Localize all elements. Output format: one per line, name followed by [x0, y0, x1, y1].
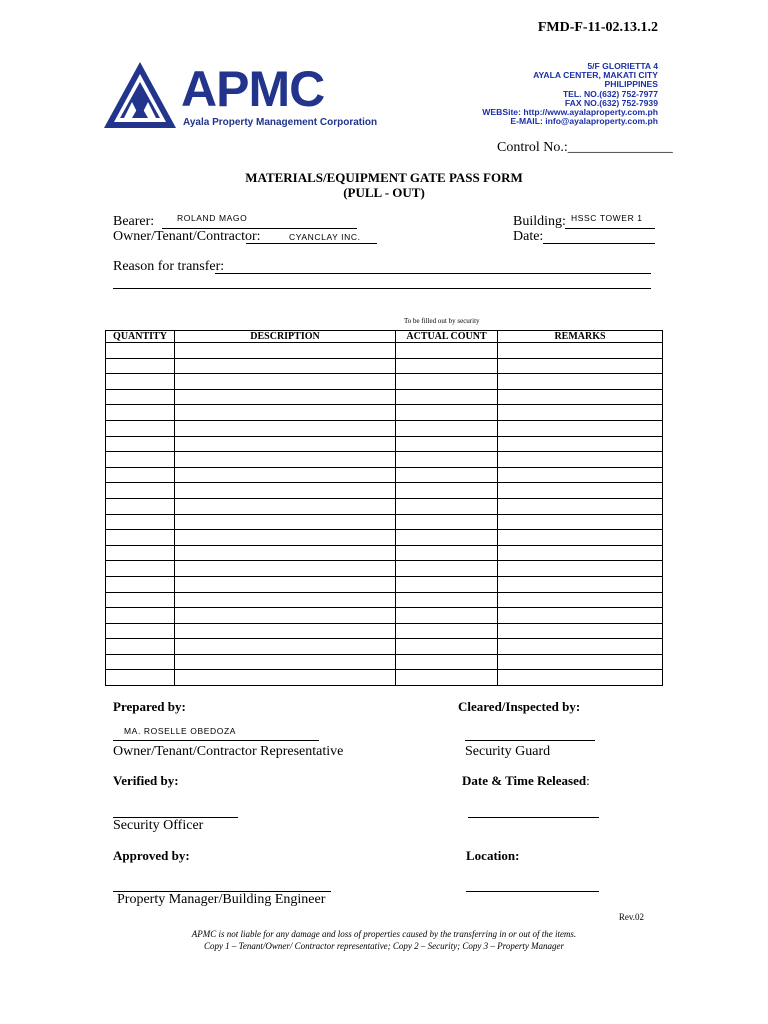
table-row	[106, 623, 663, 639]
table-row	[106, 608, 663, 624]
row-remarks-cell[interactable]	[498, 483, 663, 499]
bearer-value: ROLAND MAGO	[177, 213, 248, 223]
row-remarks-cell[interactable]	[498, 498, 663, 514]
verified-by-label: Verified by:	[113, 773, 179, 788]
header-actual-count: ACTUAL COUNT	[396, 331, 498, 343]
security-note: To be filled out by security	[404, 317, 480, 325]
header-description: DESCRIPTION	[175, 331, 396, 343]
row-actual-count-cell[interactable]	[396, 389, 498, 405]
row-quantity-cell[interactable]	[106, 639, 175, 655]
table-row	[106, 452, 663, 468]
owner-value: CYANCLAY INC.	[289, 232, 361, 242]
address-line: TEL. NO.(632) 752-7977	[562, 88, 658, 99]
table-row	[106, 343, 663, 359]
control-no-field[interactable]: Control No.:_______________	[497, 140, 673, 155]
row-actual-count-cell[interactable]	[396, 374, 498, 390]
row-remarks-cell[interactable]	[498, 343, 663, 359]
reason-label: Reason for transfer:	[113, 259, 225, 274]
address-line: 5/F GLORIETTA 4	[587, 61, 658, 71]
row-quantity-cell[interactable]	[106, 654, 175, 670]
building-value: HSSC TOWER 1	[571, 213, 643, 223]
date-field[interactable]	[543, 229, 655, 244]
prepared-signature-line[interactable]	[113, 727, 319, 741]
reason-field[interactable]	[215, 259, 651, 274]
row-description-cell[interactable]	[175, 343, 396, 359]
colon: :	[586, 773, 590, 788]
row-remarks-cell[interactable]	[498, 452, 663, 468]
table-header-row	[106, 331, 663, 343]
row-quantity-cell[interactable]	[106, 358, 175, 374]
row-actual-count-cell[interactable]	[396, 623, 498, 639]
prepared-role: Owner/Tenant/Contractor Representative	[113, 744, 344, 759]
row-description-cell[interactable]	[175, 374, 396, 390]
row-quantity-cell[interactable]	[106, 467, 175, 483]
row-description-cell[interactable]	[175, 452, 396, 468]
row-remarks-cell[interactable]	[498, 561, 663, 577]
row-actual-count-cell[interactable]	[396, 561, 498, 577]
table-row	[106, 483, 663, 499]
reason-field-line2[interactable]	[113, 276, 651, 289]
row-actual-count-cell[interactable]	[396, 498, 498, 514]
location-line[interactable]	[466, 878, 599, 892]
date-time-released-text: Date & Time Released	[462, 773, 587, 788]
table-row	[106, 592, 663, 608]
cleared-signature-line[interactable]	[465, 727, 595, 741]
table-body	[106, 343, 663, 686]
row-remarks-cell[interactable]	[498, 389, 663, 405]
row-remarks-cell[interactable]	[498, 374, 663, 390]
company-brand: APMC	[181, 61, 325, 117]
row-description-cell[interactable]	[175, 576, 396, 592]
table-row	[106, 498, 663, 514]
row-remarks-cell[interactable]	[498, 592, 663, 608]
date-label: Date:	[513, 229, 544, 244]
form-code: FMD-F-11-02.13.1.2	[537, 20, 658, 35]
disclaimer-line2: Copy 1 – Tenant/Owner/ Contractor representative; Copy 2 – Security; Copy 3 – Property Manager	[203, 941, 565, 951]
row-remarks-cell[interactable]	[498, 530, 663, 546]
row-remarks-cell[interactable]	[498, 576, 663, 592]
row-description-cell[interactable]	[175, 467, 396, 483]
address-line: FAX NO.(632) 752-7939	[564, 97, 658, 108]
row-description-cell[interactable]	[175, 436, 396, 452]
row-remarks-cell[interactable]	[498, 654, 663, 670]
building-label: Building:	[513, 214, 566, 229]
row-remarks-cell[interactable]	[498, 358, 663, 374]
row-actual-count-cell[interactable]	[396, 530, 498, 546]
row-actual-count-cell[interactable]	[396, 608, 498, 624]
row-actual-count-cell[interactable]	[396, 483, 498, 499]
prepared-by-label: Prepared by:	[113, 699, 186, 714]
table-row	[106, 358, 663, 374]
owner-label: Owner/Tenant/Contractor:	[113, 229, 261, 244]
row-remarks-cell[interactable]	[498, 405, 663, 421]
row-quantity-cell[interactable]	[106, 498, 175, 514]
row-description-cell[interactable]	[175, 498, 396, 514]
row-quantity-cell[interactable]	[106, 670, 175, 686]
table-row	[106, 436, 663, 452]
row-actual-count-cell[interactable]	[396, 452, 498, 468]
row-actual-count-cell[interactable]	[396, 576, 498, 592]
address-line: PHILIPPINES	[604, 79, 658, 90]
form-subtitle: (PULL - OUT)	[343, 185, 425, 200]
table-row	[106, 670, 663, 686]
row-quantity-cell[interactable]	[106, 405, 175, 421]
table-row	[106, 389, 663, 405]
row-remarks-cell[interactable]	[498, 436, 663, 452]
location-label: Location:	[466, 848, 520, 863]
disclaimer-line1: APMC is not liable for any damage and loss of properties caused by the transferring in or out of the items.	[191, 929, 577, 939]
row-remarks-cell[interactable]	[498, 623, 663, 639]
row-actual-count-cell[interactable]	[396, 639, 498, 655]
table-row	[106, 545, 663, 561]
row-actual-count-cell[interactable]	[396, 343, 498, 359]
table-row	[106, 467, 663, 483]
row-quantity-cell[interactable]	[106, 545, 175, 561]
row-quantity-cell[interactable]	[106, 343, 175, 359]
table-row	[106, 514, 663, 530]
row-actual-count-cell[interactable]	[396, 358, 498, 374]
row-actual-count-cell[interactable]	[396, 654, 498, 670]
row-actual-count-cell[interactable]	[396, 405, 498, 421]
row-quantity-cell[interactable]	[106, 374, 175, 390]
row-actual-count-cell[interactable]	[396, 467, 498, 483]
items-table	[105, 330, 663, 686]
row-remarks-cell[interactable]	[498, 670, 663, 686]
row-remarks-cell[interactable]	[498, 608, 663, 624]
row-quantity-cell[interactable]	[106, 592, 175, 608]
table-row	[106, 420, 663, 436]
header-remarks: REMARKS	[498, 331, 663, 343]
row-actual-count-cell[interactable]	[396, 592, 498, 608]
cleared-role: Security Guard	[465, 744, 551, 759]
row-quantity-cell[interactable]	[106, 514, 175, 530]
row-quantity-cell[interactable]	[106, 530, 175, 546]
revision-label: Rev.02	[618, 912, 644, 922]
row-remarks-cell[interactable]	[498, 420, 663, 436]
row-quantity-cell[interactable]	[106, 483, 175, 499]
address-line: WEBSite: http://www.ayalaproperty.com.ph	[482, 107, 658, 118]
row-description-cell[interactable]	[175, 639, 396, 655]
verified-signature-line[interactable]	[113, 804, 238, 818]
row-description-cell[interactable]	[175, 483, 396, 499]
table-row	[106, 405, 663, 421]
company-address	[482, 62, 658, 126]
row-description-cell[interactable]	[175, 389, 396, 405]
row-actual-count-cell[interactable]	[396, 420, 498, 436]
cleared-by-label: Cleared/Inspected by:	[458, 699, 581, 714]
approved-by-label: Approved by:	[113, 848, 190, 863]
bearer-label: Bearer:	[113, 214, 155, 229]
row-remarks-cell[interactable]	[498, 545, 663, 561]
row-description-cell[interactable]	[175, 420, 396, 436]
approved-signature-line[interactable]	[113, 878, 331, 892]
row-description-cell[interactable]	[175, 358, 396, 374]
table-row	[106, 561, 663, 577]
address-line: E-MAIL: info@ayalaproperty.com.ph	[510, 116, 658, 127]
row-quantity-cell[interactable]	[106, 389, 175, 405]
row-description-cell[interactable]	[175, 405, 396, 421]
form-title: MATERIALS/EQUIPMENT GATE PASS FORM	[245, 170, 523, 185]
table-row	[106, 530, 663, 546]
row-description-cell[interactable]	[175, 623, 396, 639]
row-description-cell[interactable]	[175, 670, 396, 686]
date-time-released-label	[462, 773, 590, 789]
row-description-cell[interactable]	[175, 530, 396, 546]
row-description-cell[interactable]	[175, 561, 396, 577]
row-remarks-cell[interactable]	[498, 639, 663, 655]
table-row	[106, 654, 663, 670]
row-quantity-cell[interactable]	[106, 623, 175, 639]
row-quantity-cell[interactable]	[106, 420, 175, 436]
row-actual-count-cell[interactable]	[396, 514, 498, 530]
header-quantity: QUANTITY	[106, 331, 175, 343]
row-quantity-cell[interactable]	[106, 561, 175, 577]
table-row	[106, 374, 663, 390]
row-description-cell[interactable]	[175, 654, 396, 670]
table-row	[106, 576, 663, 592]
table-row	[106, 639, 663, 655]
row-actual-count-cell[interactable]	[396, 436, 498, 452]
date-time-released-line[interactable]	[468, 804, 599, 818]
address-line: AYALA CENTER, MAKATI CITY	[533, 70, 658, 81]
row-quantity-cell[interactable]	[106, 576, 175, 592]
row-quantity-cell[interactable]	[106, 452, 175, 468]
row-remarks-cell[interactable]	[498, 467, 663, 483]
verified-role: Security Officer	[113, 818, 204, 833]
row-actual-count-cell[interactable]	[396, 670, 498, 686]
row-quantity-cell[interactable]	[106, 608, 175, 624]
row-description-cell[interactable]	[175, 514, 396, 530]
row-description-cell[interactable]	[175, 545, 396, 561]
approved-role: Property Manager/Building Engineer	[117, 892, 326, 907]
company-name: Ayala Property Management Corporation	[183, 117, 378, 128]
row-actual-count-cell[interactable]	[396, 545, 498, 561]
row-quantity-cell[interactable]	[106, 436, 175, 452]
apmc-logo-icon	[102, 60, 178, 130]
prepared-name: MA. ROSELLE OBEDOZA	[124, 726, 237, 736]
row-description-cell[interactable]	[175, 592, 396, 608]
row-remarks-cell[interactable]	[498, 514, 663, 530]
row-description-cell[interactable]	[175, 608, 396, 624]
